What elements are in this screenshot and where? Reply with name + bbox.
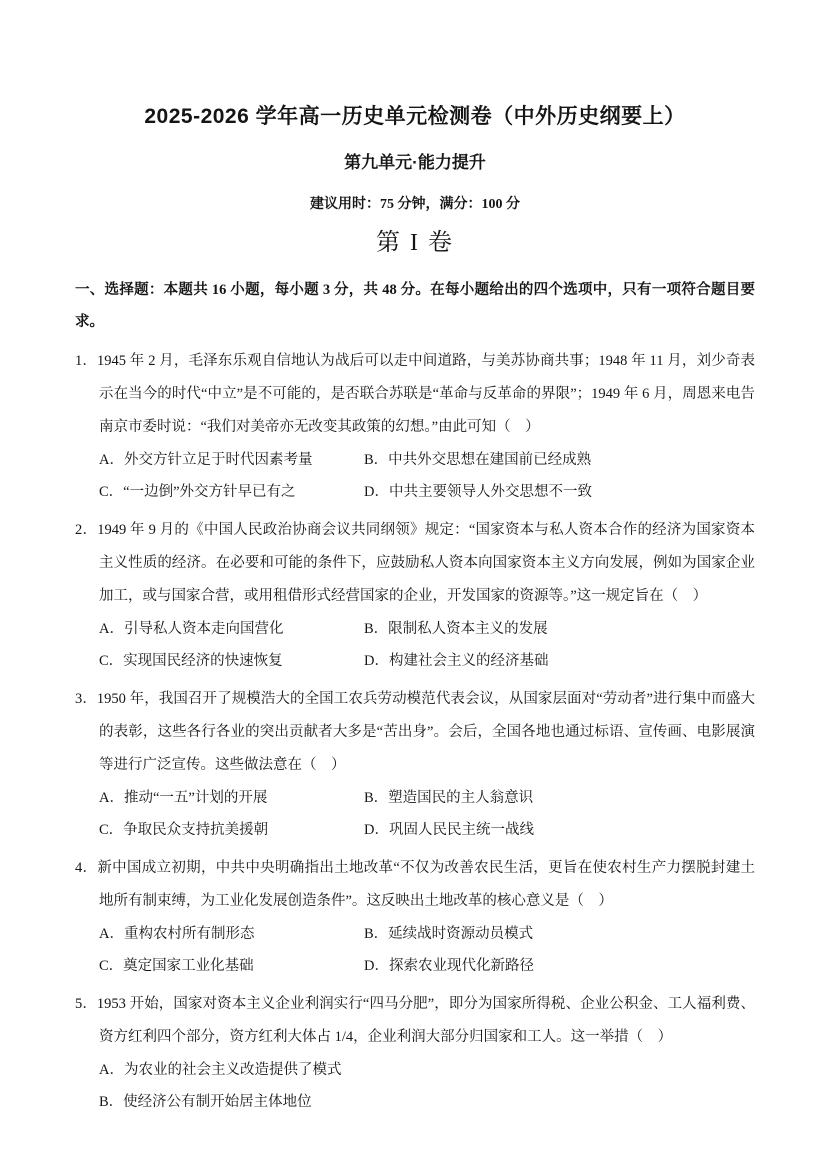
option-d: D．构建社会主义的经济基础 xyxy=(364,653,549,669)
option-c: C．奠定国家工业化基础 xyxy=(99,958,254,974)
option-c: C．“一边倒”外交方针早已有之 xyxy=(99,484,296,500)
question-stem: 4．新中国成立初期，中共中央明确指出土地改革“不仅为改善农民生活，更旨在使农村生产力摆脱封建土地所有制束缚，为工业化发展创造条件”。这反映出土地改革的核心意义是（ ） xyxy=(75,860,755,909)
question-3 xyxy=(75,683,755,846)
question-stem: 3．1950 年，我国召开了规模浩大的全国工农兵劳动模范代表会议，从国家层面对“劳动者”进行集中而盛大的表彰，这些各行各业的突出贡献者大多是“苦出身”。会后，全国各地也通过标语、宣传画、电影展演等进行广泛宣传。这些做法意在（ ） xyxy=(75,691,755,773)
question-5 xyxy=(75,988,755,1118)
question-stem: 2．1949 年 9 月的《中国人民政治协商会议共同纲领》规定：“国家资本与私人资本合作的经济为国家资本主义性质的经济。在必要和可能的条件下，应鼓励私人资本向国家资本主义方向发展，例如为国家企业加工，或与国家合营，或用租借形式经营国家的企业，开发国家的资源等。”这一规定旨在（ ） xyxy=(75,522,755,604)
option-c: C．实现国民经济的快速恢复 xyxy=(99,653,283,669)
option-a: A．推动“一五”计划的开展 xyxy=(99,790,268,806)
option-b: B．限制私人资本主义的发展 xyxy=(364,621,548,637)
option-d: D．中共主要领导人外交思想不一致 xyxy=(364,484,592,500)
option-a: A．外交方针立足于时代因素考量 xyxy=(99,452,313,468)
option-b: B．塑造国民的主人翁意识 xyxy=(364,790,534,806)
option-a: A．重构农村所有制形态 xyxy=(99,926,255,942)
option-c: C．争取民众支持抗美援朝 xyxy=(99,822,269,838)
question-4 xyxy=(75,852,755,982)
option-b: B．延续战时资源动员模式 xyxy=(364,926,534,942)
section-instructions: 一、选择题：本题共 16 小题，每小题 3 分，共 48 分。在每小题给出的四个选项中，只有一项符合题目要求。 xyxy=(75,282,755,330)
question-options xyxy=(75,1054,755,1118)
option-b: B．使经济公有制开始居主体地位 xyxy=(99,1094,312,1110)
part-title: 第 I 卷 xyxy=(376,230,454,256)
question-options xyxy=(75,918,755,982)
option-d: D．巩固人民民主统一战线 xyxy=(364,822,534,838)
option-b: B．中共外交思想在建国前已经成熟 xyxy=(364,452,592,468)
page-subtitle: 第九单元·能力提升 xyxy=(344,153,486,172)
question-stem: 5．1953 开始，国家对资本主义企业利润实行“四马分肥”，即分为国家所得税、企业公积金、工人福利费、资方红利四个部分，资方红利大体占 1/4，企业利润大部分归国家和工人。这一举措（ ） xyxy=(75,996,755,1045)
question-1 xyxy=(75,345,755,508)
exam-meta: 建议用时：75 分钟，满分：100 分 xyxy=(310,197,520,212)
option-a: A．引导私人资本走向国营化 xyxy=(99,621,284,637)
question-stem: 1．1945 年 2 月，毛泽东乐观自信地认为战后可以走中间道路，与美苏协商共事；1948 年 11 月，刘少奇表示在当今的时代“中立”是不可能的，是否联合苏联是“革命与反革命的界限”；1949 年 6 月，周恩来电告南京市委时说：“我们对美帝亦无改变其政策的幻想。”由此可知（ ） xyxy=(75,353,755,435)
question-options xyxy=(75,444,755,508)
question-options xyxy=(75,782,755,846)
question-2 xyxy=(75,514,755,677)
page-title: 2025-2026 学年高一历史单元检测卷（中外历史纲要上） xyxy=(144,105,686,128)
option-d: D．探索农业现代化新路径 xyxy=(364,958,534,974)
question-options xyxy=(75,613,755,677)
option-a: A．为农业的社会主义改造提供了模式 xyxy=(99,1062,342,1078)
